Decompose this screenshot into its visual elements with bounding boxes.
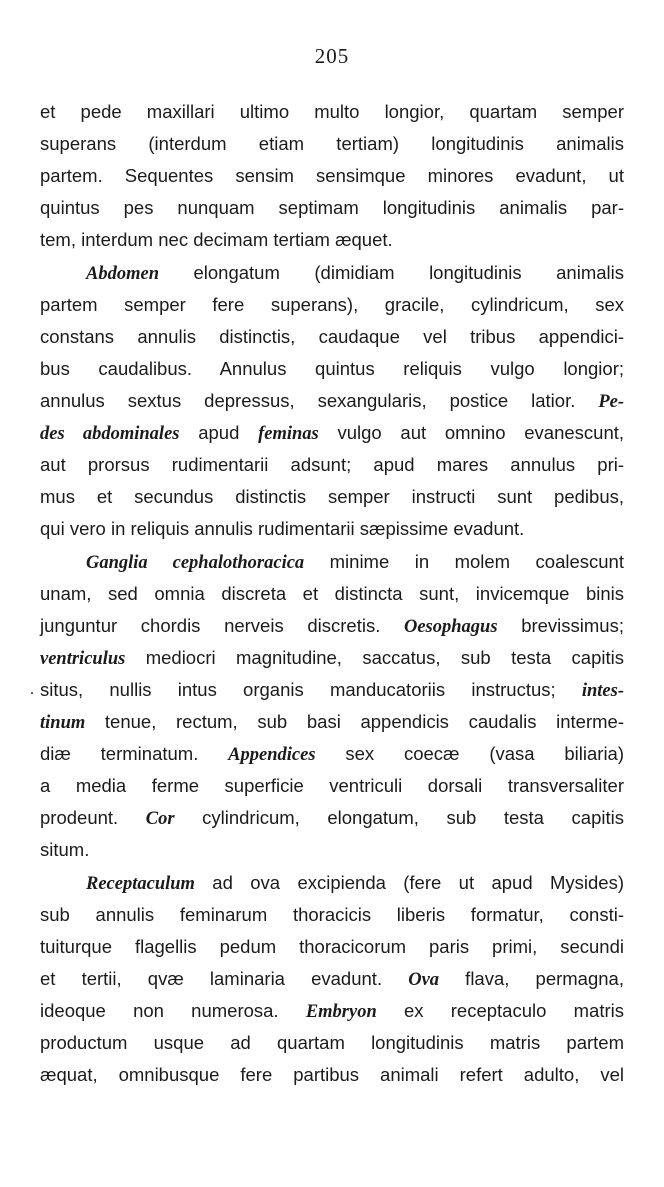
line-text: qui vero in reliquis annulis rudimentarii sæpissime evadunt. xyxy=(40,518,525,539)
line-text: a media ferme superficie ventriculi dorsali transversaliter xyxy=(40,775,624,796)
line-text: tem, interdum nec decimam tertiam æquet. xyxy=(40,229,393,250)
line-text: ideoque non numerosa. Embryon ex receptaculo matris xyxy=(40,1000,624,1022)
line-text: tuiturque flagellis pedum thoracicorum paris primi, secundi xyxy=(40,936,624,957)
text-line xyxy=(40,353,624,384)
line-text: æquat, omnibusque fere partibus animali refert adulto, vel xyxy=(40,1064,624,1085)
line-text: diæ terminatum. Appendices sex coecæ (vasa biliaria) xyxy=(40,743,625,765)
line-text: bus caudalibus. Annulus quintus reliquis vulgo longior; xyxy=(40,358,624,379)
line-text: constans annulis distinctis, caudaque vel tribus appendici- xyxy=(40,326,624,347)
line-text: des abdominales apud feminas vulgo aut omnino evanescunt, xyxy=(40,422,625,444)
text-line xyxy=(40,481,624,512)
line-text: et tertii, qvæ laminaria evadunt. Ova flava, permagna, xyxy=(40,968,624,990)
text-line xyxy=(40,610,624,641)
line-text: ventriculus mediocri magnitudine, saccatus, sub testa capitis xyxy=(40,647,624,669)
line-text: Abdomen elongatum (dimidiam longitudinis animalis xyxy=(86,262,624,284)
margin-mark: . xyxy=(30,681,34,698)
text-line xyxy=(40,417,624,448)
text-line xyxy=(40,160,624,191)
text-line xyxy=(40,706,624,737)
text-line xyxy=(40,289,624,320)
text-line xyxy=(40,321,624,352)
text-line xyxy=(40,931,624,962)
text-line xyxy=(40,802,624,833)
line-text: situm. xyxy=(40,839,90,860)
text-line xyxy=(40,770,624,801)
text-line xyxy=(40,513,624,544)
line-text: unam, sed omnia discreta et distincta sunt, invicemque binis xyxy=(40,583,624,604)
text-line xyxy=(40,1027,624,1058)
line-text: sub annulis feminarum thoracicis liberis formatur, consti- xyxy=(40,904,624,925)
text-line xyxy=(40,642,624,673)
text-line xyxy=(30,674,624,705)
text-line xyxy=(40,1059,624,1090)
text-line xyxy=(40,192,624,223)
line-text: productum usque ad quartam longitudinis matris partem xyxy=(40,1032,624,1053)
line-text: Receptaculum ad ova excipienda (fere ut apud Mysides) xyxy=(86,872,624,894)
page-number: 205 xyxy=(314,44,350,68)
text-line xyxy=(40,449,624,480)
text-line xyxy=(40,738,624,769)
text-line xyxy=(86,257,624,288)
text-line xyxy=(40,96,624,127)
line-text: mus et secundus distinctis semper instructi sunt pedibus, xyxy=(40,486,624,507)
line-text: situs, nullis intus organis manducatoriis instructus; intes- xyxy=(40,679,624,701)
line-text: prodeunt. Cor cylindricum, elongatum, sub testa capitis xyxy=(40,807,624,829)
text-line xyxy=(40,224,624,255)
text-line xyxy=(40,128,624,159)
line-text: partem. Sequentes sensim sensimque minores evadunt, ut xyxy=(40,165,624,186)
text-line xyxy=(40,385,624,416)
text-line xyxy=(40,963,624,994)
line-text: tinum tenue, rectum, sub basi appendicis caudalis interme- xyxy=(40,711,624,733)
line-text: quintus pes nunquam septimam longitudinis animalis par- xyxy=(40,197,624,218)
text-line xyxy=(86,546,624,577)
line-text: junguntur chordis nerveis discretis. Oesophagus brevissimus; xyxy=(40,615,624,637)
line-text: partem semper fere superans), gracile, cylindricum, sex xyxy=(40,294,624,315)
line-text: aut prorsus rudimentarii adsunt; apud mares annulus pri- xyxy=(40,454,624,475)
line-text: superans (interdum etiam tertiam) longitudinis animalis xyxy=(40,133,624,154)
line-text: Ganglia cephalothoracica minime in molem coalescunt xyxy=(86,551,624,573)
text-line xyxy=(40,899,624,930)
text-line xyxy=(86,867,624,898)
text-line xyxy=(40,995,624,1026)
text-line xyxy=(40,834,624,865)
line-text: annulus sextus depressus, sexangularis, postice latior. Pe- xyxy=(40,390,624,412)
text-line xyxy=(40,578,624,609)
line-text: et pede maxillari ultimo multo longior, quartam semper xyxy=(40,101,624,122)
